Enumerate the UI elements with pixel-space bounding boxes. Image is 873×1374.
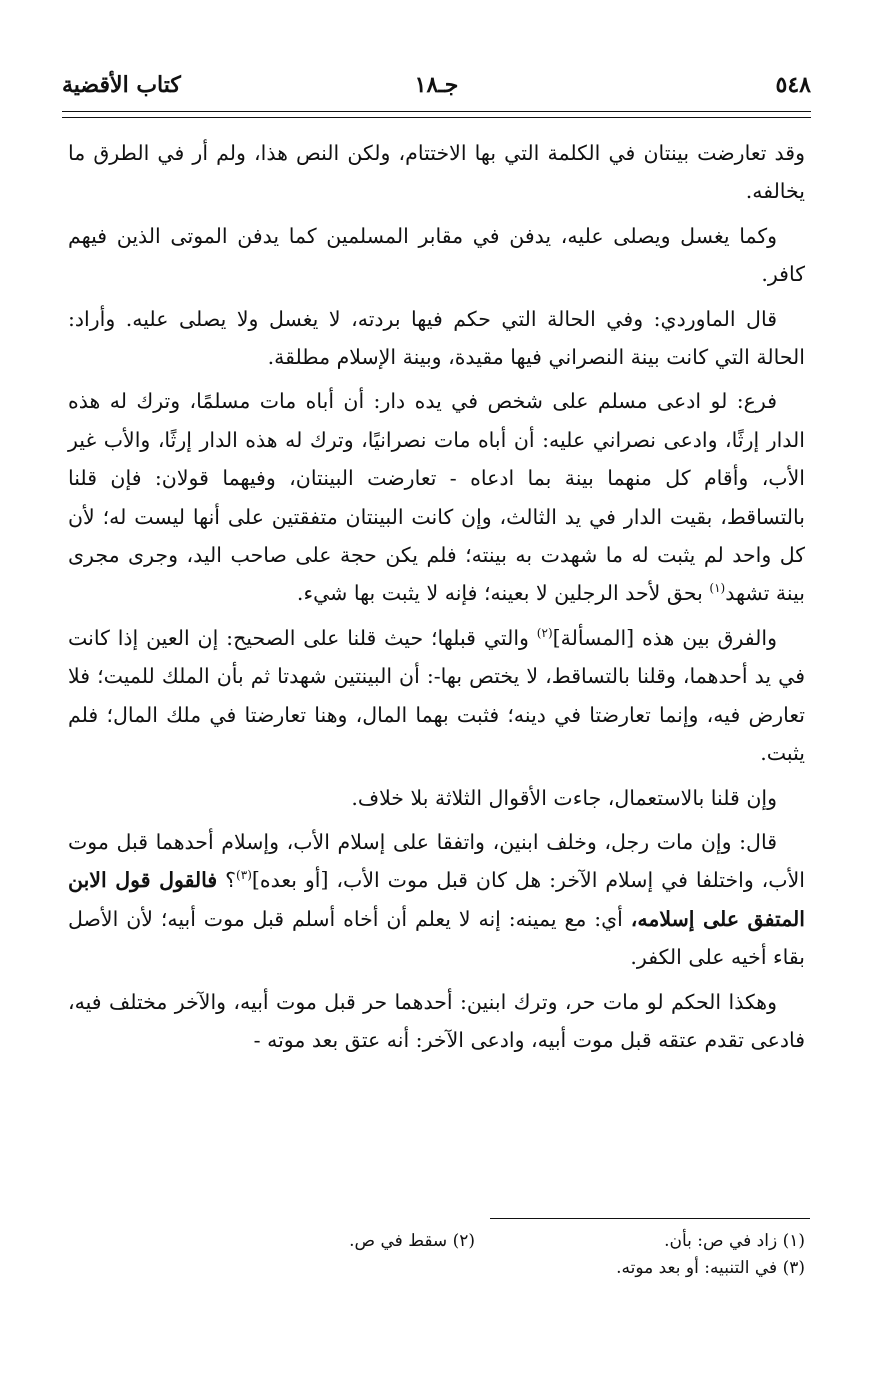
footnote-rule: [490, 1218, 810, 1219]
paragraph: وهكذا الحكم لو مات حر، وترك ابنين: أحدهما حر قبل موت أبيه، والآخر مختلف فيه، فادعى تقدم عتقه قبل موت أبيه، وادعى الآخر: أنه عتق بعد موته -: [68, 989, 805, 1052]
paragraph: [68, 823, 805, 977]
paragraph-text: والفرق بين هذه [المسألة]: [552, 625, 777, 650]
paragraph-text: بحق لأحد الرجلين لا بعينه؛ فإنه لا يثبت بها شيء.: [296, 581, 710, 606]
paragraph: قال الماوردي: وفي الحالة التي حكم فيها بردته، لا يغسل ولا يصلى عليه. وأراد: الحالة التي كانت بينة النصراني فيها مقيدة، وبينة الإسلام مطلقة.: [68, 306, 805, 370]
volume-number: جـ١٨: [414, 72, 459, 98]
footnote-1: (١) زاد في ص: بأن.: [664, 1231, 805, 1251]
footnote-row: [68, 1228, 805, 1255]
paragraph-text: ؟: [217, 868, 237, 893]
footnote-2: (٢) سقط في ص.: [349, 1231, 475, 1251]
paragraph-text: فرع: لو ادعى مسلم على شخص في يده دار: أن أباه مات مسلمًا، وترك له هذه الدار إرثًا، وادعى نصراني عليه: أن أباه مات نصرانيًا، وترك له هذه الدار إرثًا، والأب غير الأب، وأقام كل منهما بينة بما ادعاه - تعارضت البينتان، وفيهما قولان: فإن قلنا بالتساقط، بقيت الدار في يد الثالث، وإن كانت البينتان متفقتين على أنها ليست له؛ لأن كل واحد لم يثبت له ما شهدت به بينته؛ فلم يكن حجة على صاحب اليد، وجرى مجرى بينة تشهد: [68, 389, 805, 606]
footnote-3: (٣) في التنبيه: أو بعد موته.: [616, 1258, 805, 1278]
footnote-marker: (١): [709, 581, 726, 596]
paragraph: [68, 382, 805, 612]
main-text: [68, 134, 805, 1065]
paragraph: وكما يغسل ويصلى عليه، يدفن في مقابر المسلمين كما يدفن الموتى الذين فيهم كافر.: [68, 223, 805, 287]
book-title: كتاب الأقضية: [62, 72, 181, 98]
header-rule-thick: [62, 111, 811, 112]
paragraph: وإن قلنا بالاستعمال، جاءت الأقوال الثلاثة بلا خلاف.: [351, 785, 777, 810]
footnotes: [68, 1228, 805, 1282]
paragraph-text: والتي قبلها؛ حيث قلنا على الصحيح: إن العين إذا كانت في يد أحدهما، وقلنا بالتساقط، لا يختص بها-: أن البينتين شهدتا ثم بأن الملك للميت؛ فلا تعارض فيه، وإنما تعارضتا في دينه؛ فثبت بهما المال، وهنا تعارضتا في ملك المال؛ فلم يثبت.: [68, 625, 805, 766]
page-number: ٥٤٨: [775, 72, 811, 98]
paragraph: وقد تعارضت بينتان في الكلمة التي بها الاختتام، ولكن النص هذا، ولم أر في الطرق ما يخالفه.: [68, 141, 805, 204]
paragraph-text: قال: وإن مات رجل، وخلف ابنين، واتفقا على إسلام الأب، وإسلام أحدهما قبل موت الأب، واختلفا في إسلام الآخر: هل كان قبل موت الأب، [أو بعده]: [68, 829, 805, 893]
footnote-marker: (٣): [236, 868, 252, 883]
footnote-marker: (٢): [536, 626, 553, 641]
footnote-row: [68, 1255, 805, 1282]
page-header: [62, 66, 811, 106]
paragraph: [68, 619, 805, 773]
header-rule-thin: [62, 117, 811, 118]
paragraph-text: أي: مع يمينه: إنه لا يعلم أن أخاه أسلم قبل موت أبيه؛ لأن الأصل بقاء أخيه على الكفر.: [68, 906, 805, 970]
matn-bold-text: فالقول قول الابن المتفق على إسلامه،: [68, 868, 805, 931]
